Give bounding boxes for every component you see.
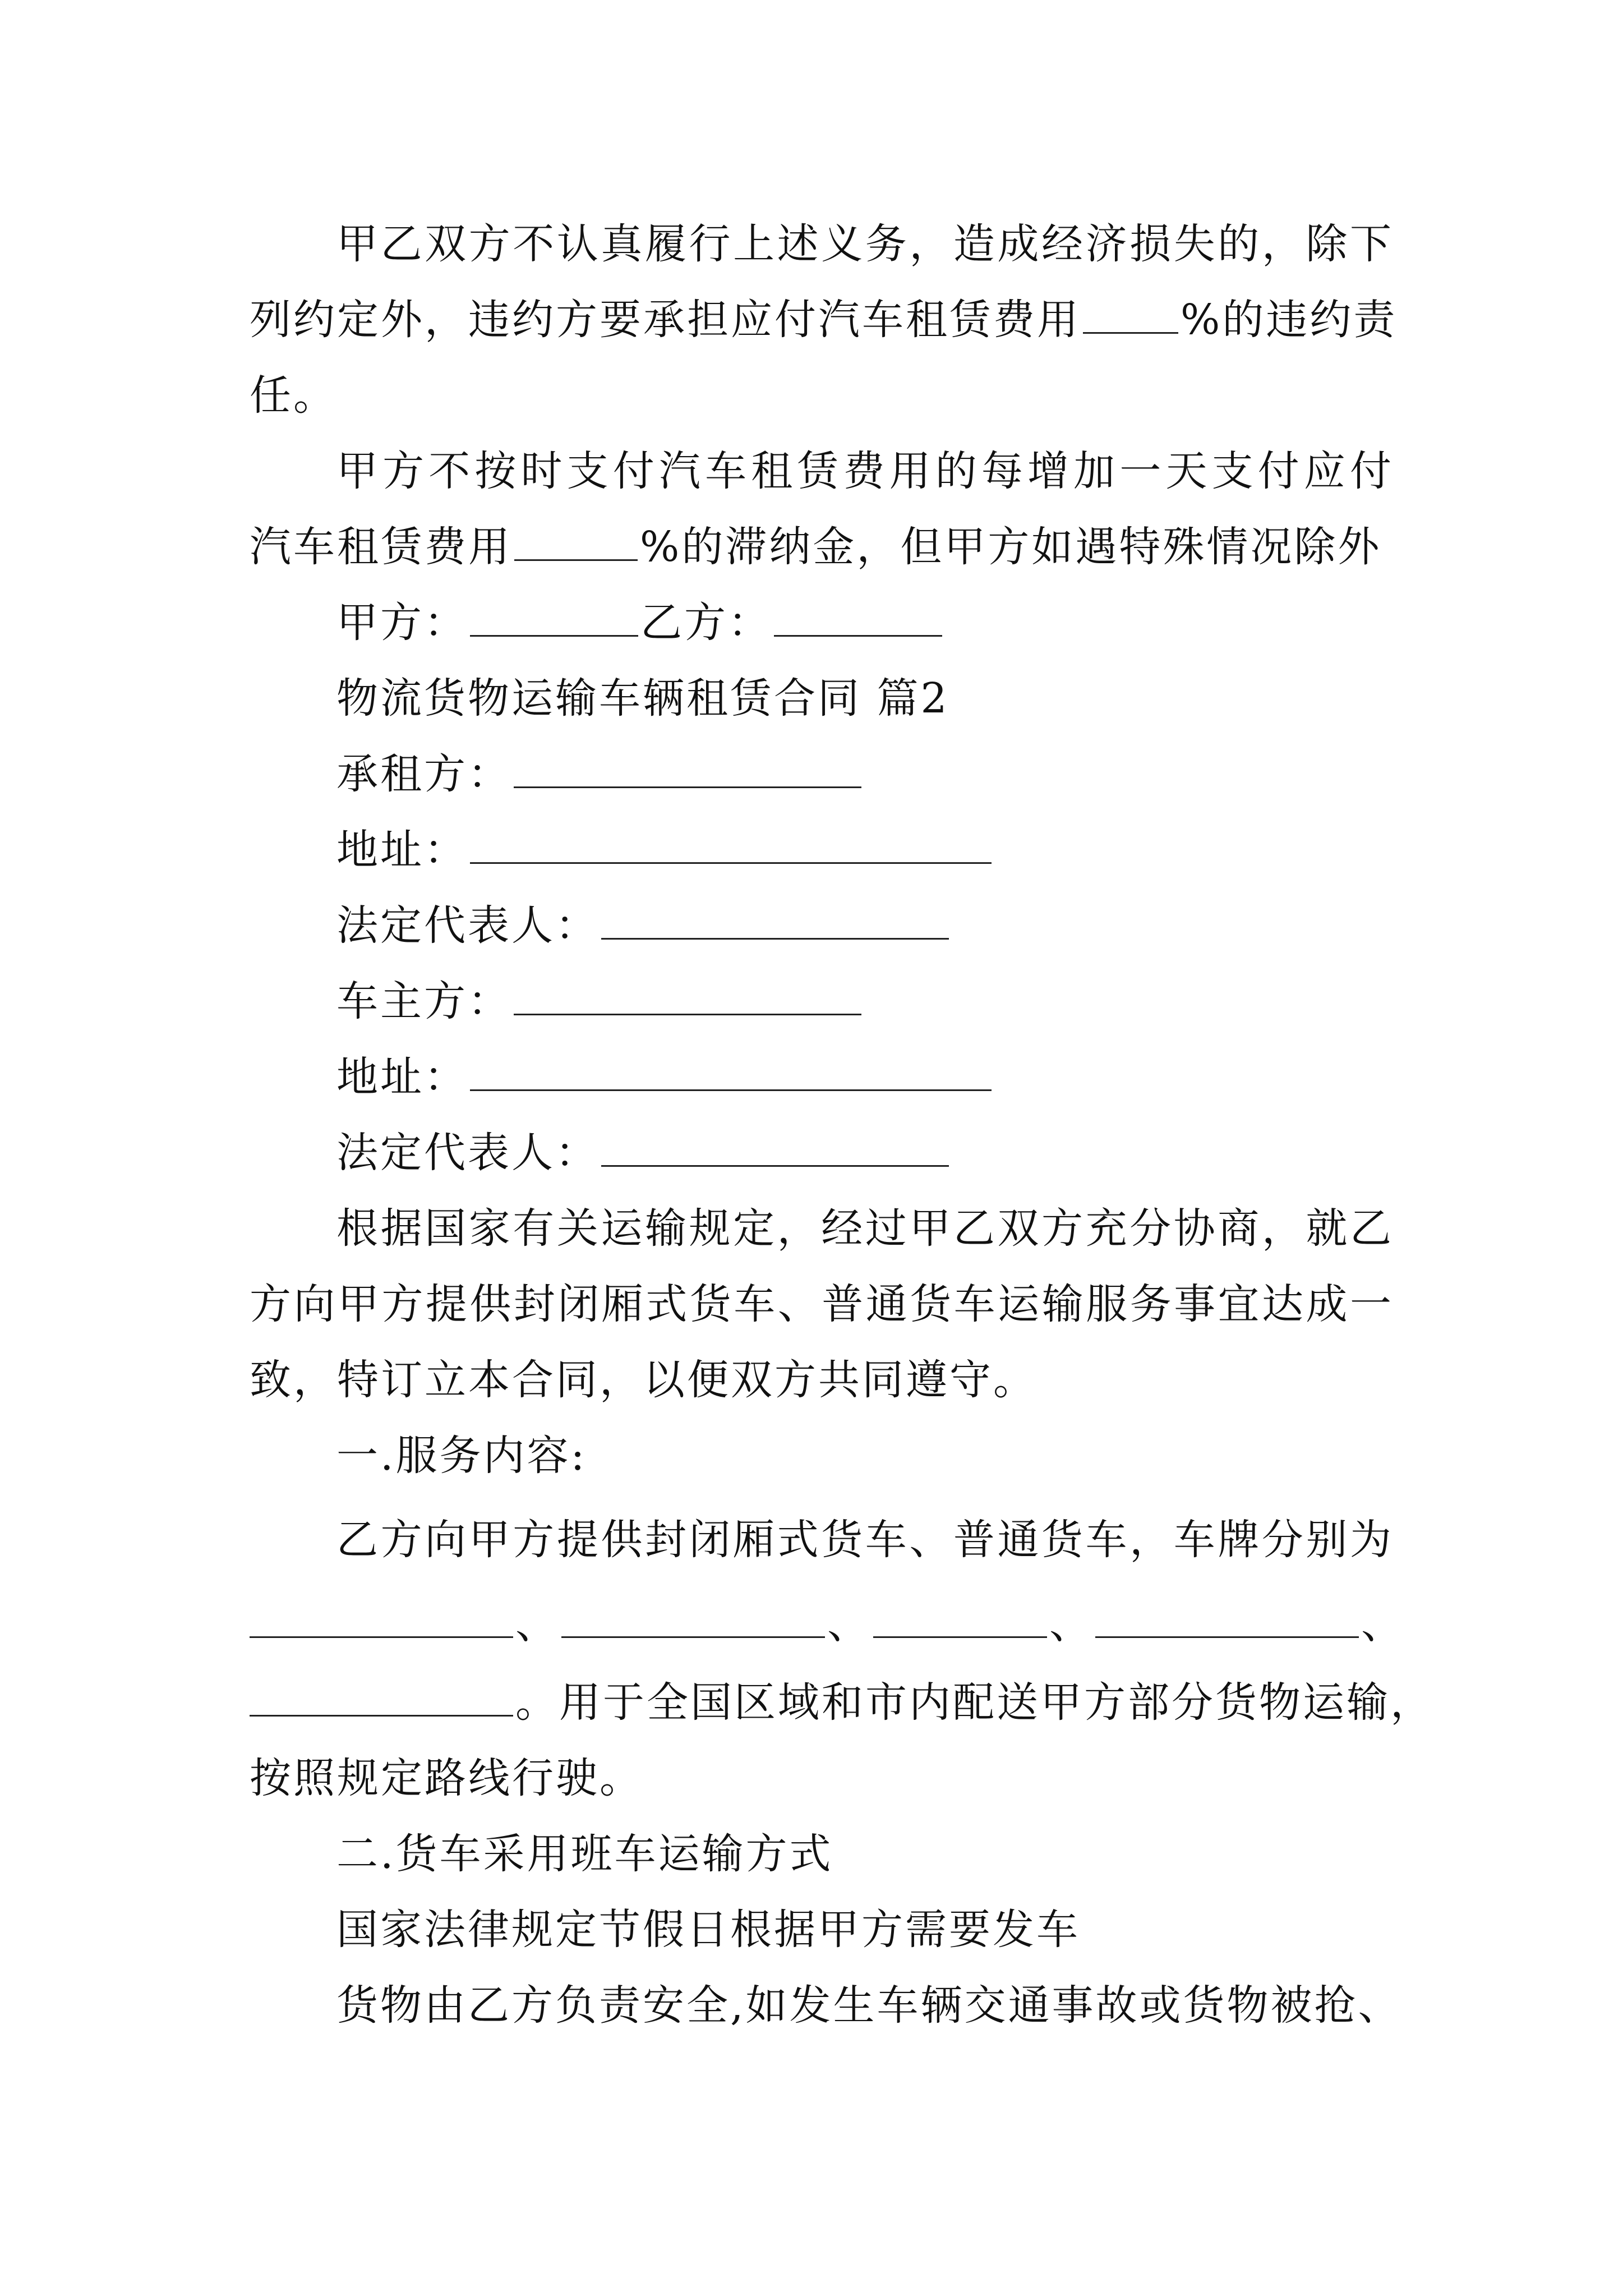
plate-blank [250,1597,513,1638]
separator: 、 [515,1600,559,1648]
text-run: 列约定外，违约方要承担应付汽车租赁费用 [250,296,1081,344]
form-field-owner [336,973,1394,1029]
paragraph-line: 货物由乙方负责安全,如发生车辆交通事故或货物被抢、 [336,1981,1402,2030]
paragraph-line: 甲方不按时支付汽车租赁费用的每增加一天支付应付 [336,447,1394,495]
form-field-legal-rep [336,898,1394,954]
fill-in-blank [1083,293,1178,334]
separator: 、 [1049,1600,1093,1648]
paragraph-line: 任。 [250,371,337,420]
plate-blank [1095,1597,1359,1638]
party-b-label: 乙方： [640,599,772,647]
field-blank [514,747,861,788]
plate-blank [561,1597,825,1638]
field-blank [514,974,861,1015]
text-run: %的违约责 [1181,296,1398,344]
party-b-blank [774,596,942,637]
text-run: 。用于全国区域和市内配送甲方部分货物运输， [515,1678,1434,1727]
field-label: 法定代表人： [336,1129,599,1177]
field-blank [601,1126,949,1167]
field-label: 法定代表人： [336,901,599,950]
paragraph-line: 按照规定路线行驶。 [250,1754,643,1802]
paragraph-line [250,292,1398,348]
field-blank [470,1050,992,1091]
separator: 、 [827,1600,871,1648]
contract-title: 物流货物运输车辆租赁合同 篇2 [336,674,949,723]
plate-number-blanks [250,1596,1405,1652]
paragraph-line: 方向甲方提供封闭厢式货车、普通货车运输服务事宜达成一 [250,1280,1394,1328]
form-field-legal-rep [336,1125,1394,1181]
paragraph-line: 国家法律规定节假日根据甲方需要发车 [336,1906,1080,1954]
party-a-label: 甲方： [336,599,468,647]
form-field-address [336,1049,1394,1105]
fill-in-blank [514,520,638,561]
field-blank [601,899,949,940]
field-label: 车主方： [336,977,511,1025]
plate-blank [873,1597,1047,1638]
form-field-address [336,822,1394,878]
separator: 、 [1361,1600,1405,1648]
paragraph-line: 致，特订立本合同，以便双方共同遵守。 [250,1356,1037,1404]
field-label: 承租方： [336,750,511,798]
paragraph-line: 根据国家有关运输规定，经过甲乙双方充分协商，就乙 [336,1204,1394,1253]
party-a-blank [470,596,638,637]
field-label: 地址： [336,1053,468,1101]
section-heading: 二.货车采用班车运输方式 [336,1830,833,1878]
paragraph-line: 甲乙双方不认真履行上述义务，造成经济损失的，除下 [336,220,1394,268]
field-label: 地址： [336,826,468,874]
text-run: %的滞纳金，但甲方如遇特殊情况除外 [640,523,1382,571]
field-blank [470,823,992,864]
form-field-lessee [336,746,1394,802]
paragraph-line [250,1674,1434,1731]
text-run: 汽车租赁费用 [250,523,512,571]
paragraph-line: 乙方向甲方提供封闭厢式货车、普通货车，车牌分别为 [336,1516,1394,1564]
plate-blank [250,1676,513,1717]
paragraph-line [250,519,1394,575]
signature-line [336,595,1394,651]
section-heading: 一.服务内容: [336,1432,587,1480]
